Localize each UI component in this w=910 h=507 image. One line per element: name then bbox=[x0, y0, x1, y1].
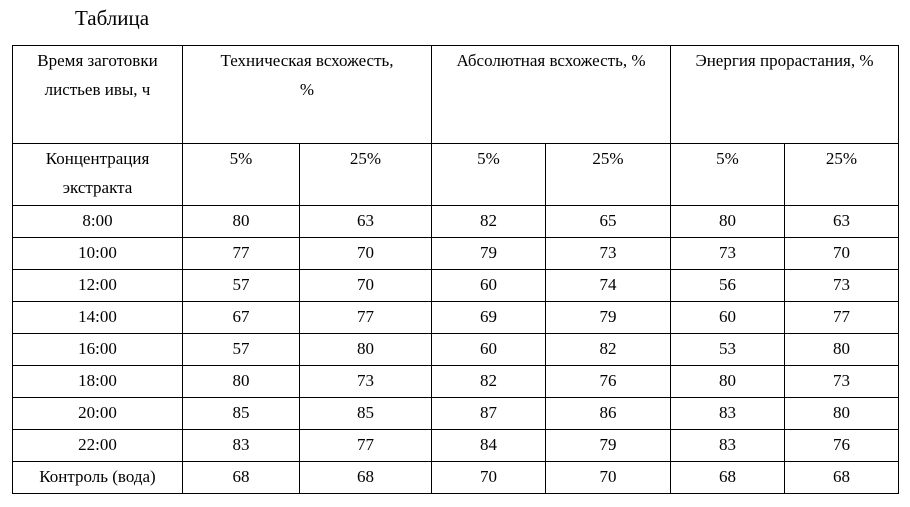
header-germination-energy: Энергия прорастания, % bbox=[671, 46, 899, 144]
cell-technical-5: 77 bbox=[183, 238, 300, 270]
cell-absolute-5: 60 bbox=[432, 270, 546, 302]
cell-energy-5: 80 bbox=[671, 366, 785, 398]
germination-table bbox=[12, 45, 899, 494]
header-row-concentration bbox=[13, 144, 899, 206]
cell-absolute-5: 87 bbox=[432, 398, 546, 430]
cell-energy-5: 60 bbox=[671, 302, 785, 334]
header-energy-25: 25% bbox=[785, 144, 899, 206]
cell-technical-5: 80 bbox=[183, 366, 300, 398]
cell-technical-25: 77 bbox=[300, 302, 432, 334]
header-absolute-germination: Абсолютная всхожесть, % bbox=[432, 46, 671, 144]
cell-absolute-5: 82 bbox=[432, 366, 546, 398]
cell-energy-5: 56 bbox=[671, 270, 785, 302]
cell-energy-5: 80 bbox=[671, 206, 785, 238]
cell-technical-25: 73 bbox=[300, 366, 432, 398]
row-label: 18:00 bbox=[13, 366, 183, 398]
cell-technical-5: 68 bbox=[183, 462, 300, 494]
table-row bbox=[13, 398, 899, 430]
cell-technical-25: 70 bbox=[300, 238, 432, 270]
cell-technical-5: 85 bbox=[183, 398, 300, 430]
header-technical-25: 25% bbox=[300, 144, 432, 206]
cell-technical-25: 63 bbox=[300, 206, 432, 238]
cell-energy-25: 63 bbox=[785, 206, 899, 238]
row-label: 20:00 bbox=[13, 398, 183, 430]
row-label: 16:00 bbox=[13, 334, 183, 366]
cell-technical-5: 80 bbox=[183, 206, 300, 238]
cell-absolute-25: 65 bbox=[546, 206, 671, 238]
cell-energy-25: 68 bbox=[785, 462, 899, 494]
cell-energy-5: 73 bbox=[671, 238, 785, 270]
cell-absolute-5: 70 bbox=[432, 462, 546, 494]
table-body bbox=[13, 206, 899, 494]
cell-energy-5: 53 bbox=[671, 334, 785, 366]
table-row bbox=[13, 430, 899, 462]
table-row bbox=[13, 302, 899, 334]
row-label: Контроль (вода) bbox=[13, 462, 183, 494]
cell-energy-5: 83 bbox=[671, 398, 785, 430]
cell-energy-25: 70 bbox=[785, 238, 899, 270]
cell-technical-25: 85 bbox=[300, 398, 432, 430]
cell-absolute-25: 74 bbox=[546, 270, 671, 302]
row-label: 10:00 bbox=[13, 238, 183, 270]
cell-technical-25: 77 bbox=[300, 430, 432, 462]
cell-absolute-25: 76 bbox=[546, 366, 671, 398]
cell-energy-25: 80 bbox=[785, 334, 899, 366]
cell-absolute-25: 82 bbox=[546, 334, 671, 366]
cell-technical-5: 57 bbox=[183, 334, 300, 366]
cell-energy-25: 76 bbox=[785, 430, 899, 462]
header-row-main bbox=[13, 46, 899, 144]
cell-absolute-5: 69 bbox=[432, 302, 546, 334]
row-label: 12:00 bbox=[13, 270, 183, 302]
header-absolute-5: 5% bbox=[432, 144, 546, 206]
table-caption: Таблица bbox=[75, 6, 150, 30]
cell-energy-5: 68 bbox=[671, 462, 785, 494]
cell-technical-5: 83 bbox=[183, 430, 300, 462]
cell-absolute-5: 84 bbox=[432, 430, 546, 462]
table-row bbox=[13, 366, 899, 398]
header-technical-germination: Техническая всхожесть, % bbox=[183, 46, 432, 144]
header-time: Время заготовки листьев ивы, ч bbox=[13, 46, 183, 144]
table-row bbox=[13, 206, 899, 238]
row-label: 22:00 bbox=[13, 430, 183, 462]
header-concentration: Концентрация экстракта bbox=[13, 144, 183, 206]
table-row bbox=[13, 238, 899, 270]
header-absolute-25: 25% bbox=[546, 144, 671, 206]
table-row bbox=[13, 334, 899, 366]
cell-technical-25: 68 bbox=[300, 462, 432, 494]
cell-energy-5: 83 bbox=[671, 430, 785, 462]
cell-absolute-25: 79 bbox=[546, 302, 671, 334]
cell-absolute-25: 79 bbox=[546, 430, 671, 462]
row-label: 14:00 bbox=[13, 302, 183, 334]
cell-technical-5: 67 bbox=[183, 302, 300, 334]
cell-technical-25: 80 bbox=[300, 334, 432, 366]
cell-absolute-25: 73 bbox=[546, 238, 671, 270]
table-row bbox=[13, 270, 899, 302]
cell-energy-25: 73 bbox=[785, 270, 899, 302]
row-label: 8:00 bbox=[13, 206, 183, 238]
cell-absolute-25: 70 bbox=[546, 462, 671, 494]
cell-absolute-5: 82 bbox=[432, 206, 546, 238]
table-row bbox=[13, 462, 899, 494]
header-technical-5: 5% bbox=[183, 144, 300, 206]
cell-energy-25: 80 bbox=[785, 398, 899, 430]
header-energy-5: 5% bbox=[671, 144, 785, 206]
cell-energy-25: 73 bbox=[785, 366, 899, 398]
cell-absolute-5: 79 bbox=[432, 238, 546, 270]
cell-absolute-5: 60 bbox=[432, 334, 546, 366]
cell-technical-25: 70 bbox=[300, 270, 432, 302]
cell-absolute-25: 86 bbox=[546, 398, 671, 430]
cell-technical-5: 57 bbox=[183, 270, 300, 302]
cell-energy-25: 77 bbox=[785, 302, 899, 334]
